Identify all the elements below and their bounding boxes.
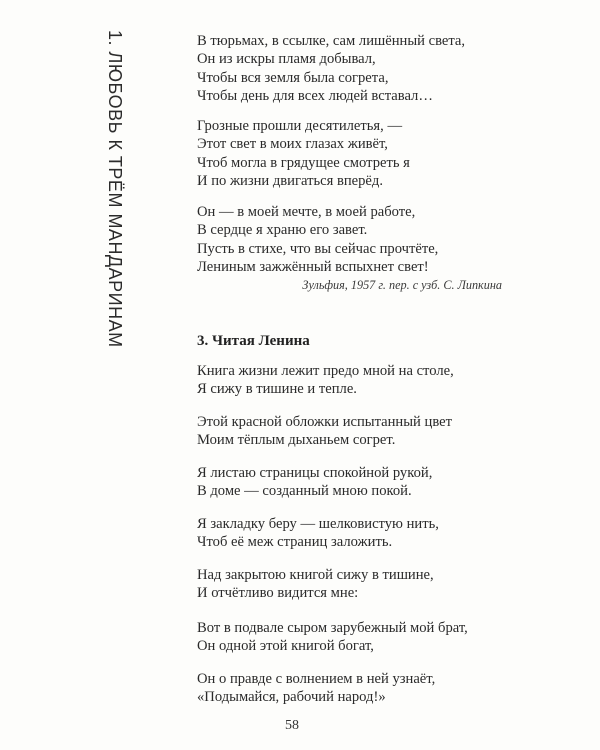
poem-line: Вот в подвале сыром зарубежный мой брат, <box>197 620 468 636</box>
poem-line: Лениным зажжённый вспыхнет свет! <box>197 258 429 275</box>
poem-line: И отчётливо видится мне: <box>197 585 359 602</box>
chapter-title-vertical: 1. ЛЮБОВЬ К ТРЁМ МАНДАРИНАМ <box>105 30 125 348</box>
poem-line: Грозные прошли десятилетья, — <box>197 118 403 134</box>
poem2-stanza-3 <box>197 464 432 501</box>
poem-line: Я закладку беру — шелковистую нить, <box>197 516 439 532</box>
poem-line: Я сижу в тишине и тепле. <box>197 381 357 398</box>
poem1-stanza-2 <box>197 117 410 190</box>
poem2-stanza-4 <box>197 515 439 552</box>
poem-line: Он одной этой книгой богат, <box>197 638 374 655</box>
poem-line: Я листаю страницы спокойной рукой, <box>197 465 433 481</box>
poem1-stanza-3 <box>197 203 438 276</box>
poem2-stanza-6 <box>197 619 468 656</box>
poem-line: Этой красной обложки испытанный цвет <box>197 414 452 430</box>
poem-line: Чтоб могла в грядущее смотреть я <box>197 154 410 171</box>
poem-line: Моим тёплым дыханьем согрет. <box>197 432 396 449</box>
poem-line: Чтобы день для всех людей вставал… <box>197 87 433 104</box>
poem-line: Над закрытою книгой сижу в тишине, <box>197 567 434 583</box>
poem-line: Он о правде с волнением в ней узнаёт, <box>197 671 436 687</box>
poem1-stanza-1 <box>197 32 465 105</box>
poem-line: «Подымайся, рабочий народ!» <box>197 689 386 706</box>
poem-line: В тюрьмах, в ссылке, сам лишённый света, <box>197 33 466 49</box>
poem-attribution: Зульфия, 1957 г. пер. с узб. С. Липкина <box>302 278 502 292</box>
poem-line: Чтобы вся земля была согрета, <box>197 69 389 86</box>
poem-line: Этот свет в моих глазах живёт, <box>197 136 388 153</box>
poem-line: В сердце я храню его завет. <box>197 222 368 239</box>
poem-line: Книга жизни лежит предо мной на столе, <box>197 363 454 379</box>
poem2-stanza-2 <box>197 413 452 450</box>
poem-line: Он из искры пламя добывал, <box>197 51 376 68</box>
poem-line: Чтоб её меж страниц заложить. <box>197 534 393 551</box>
poem-line: И по жизни двигаться вперёд. <box>197 172 383 189</box>
poem-line: В доме — созданный мною покой. <box>197 483 412 500</box>
poem2-stanza-7 <box>197 670 435 707</box>
poem2-stanza-1 <box>197 362 454 399</box>
page-number: 58 <box>285 718 299 733</box>
poem2-stanza-5 <box>197 566 434 603</box>
poem-line: Пусть в стихе, что вы сейчас прочтёте, <box>197 240 439 257</box>
section-title: 3. Читая Ленина <box>197 333 310 349</box>
poem-line: Он — в моей мечте, в моей работе, <box>197 204 416 220</box>
